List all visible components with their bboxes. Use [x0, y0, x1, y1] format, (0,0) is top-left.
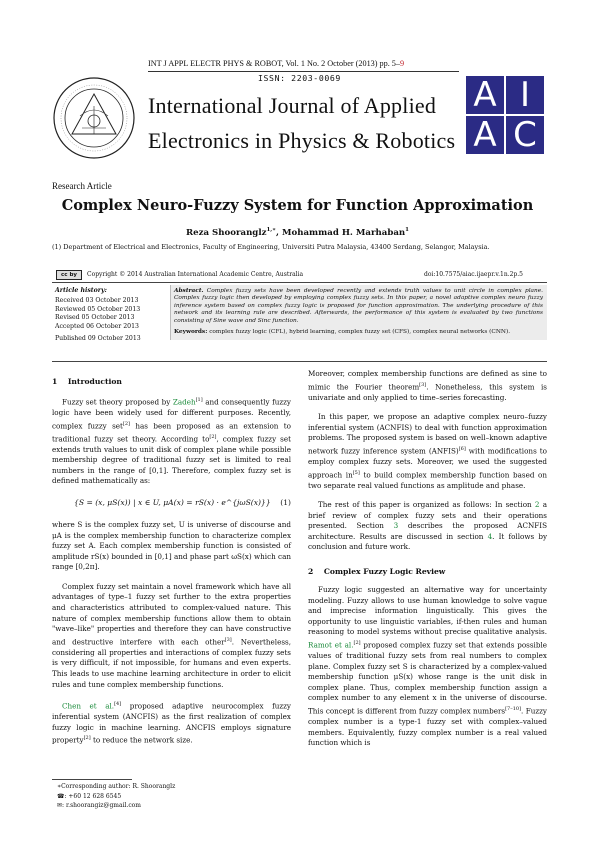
abstract	[174, 288, 543, 325]
author-line	[0, 227, 595, 238]
keywords-text: complex fuzzy logic (CFL), hybrid learning, complex fuzzy set (CFS), complex neural networks (CNN).	[209, 329, 511, 336]
history-reviewed: Reviewed 05 October 2013	[55, 305, 141, 313]
affiliation: (1) Department of Electrical and Electronics, Faculty of Engineering, Universiti Putra Malaysia, 43400 Serdang, Selangor, Malaysia.	[52, 243, 490, 251]
keywords-label: Keywords:	[174, 329, 208, 336]
section-4-link[interactable]: 4	[487, 531, 493, 541]
article-history	[55, 287, 165, 344]
doi-link[interactable]: doi:10.7575/aiac.ijaepr.v.1n.2p.5	[424, 271, 523, 278]
history-accepted: Accepted 06 October 2013	[55, 323, 139, 331]
right-paragraph-4	[308, 585, 547, 749]
header-rule	[148, 71, 459, 72]
history-received: Received 03 October 2013	[55, 296, 139, 304]
text: The rest of this paper is organized as follows: In section	[318, 500, 535, 510]
citation[interactable]: [5]	[352, 469, 360, 476]
footnote-rule	[52, 779, 132, 780]
text: . Nonetheless, this system is univariate and only applied to time–series forecasting.	[308, 381, 547, 402]
footnote-author: ∗Corresponding author: R. Shooranglz	[57, 783, 176, 790]
history-heading: Article history:	[55, 287, 107, 294]
section-2-heading: 2 Complex Fuzzy Logic Review	[308, 567, 446, 577]
citation[interactable]: [2]	[209, 433, 217, 440]
text: Fuzzy set theory proposed by	[62, 397, 173, 407]
zadeh-link[interactable]: Zadeh	[172, 397, 196, 407]
intro-paragraph-4	[52, 699, 291, 746]
doi-rule	[52, 282, 547, 283]
text: Fuzzy logic suggested an alternative way for uncertainty modeling. Fuzzy allows to use human knowledge to solve vague and imprecise information linguistically. This gives the opportunity to use linguistic variables, if-then rules and human reasoning to model systems without precise qualitative analysis.	[308, 585, 547, 637]
equation-body: {S = (x, μS(x)) | x ∈ U, μA(x) = rS(x) · e^{jωS(x)}}	[74, 497, 271, 507]
journal-title-line-1: International Journal of Applied	[148, 93, 437, 118]
copyright: Copyright © 2014 Australian International Academic Centre, Australia	[87, 271, 304, 278]
article-type: Research Article	[52, 181, 112, 191]
cc-license-badge[interactable]	[56, 270, 82, 280]
ramot-link[interactable]: Ramot et al.	[308, 640, 354, 650]
running-head-text: INT J APPL ELECTR PHYS & ROBOT, Vol. 1 No. 2 October (2013) pp. 5–	[148, 59, 400, 68]
history-published: Published 09 October 2013	[55, 334, 141, 342]
running-head-page-link[interactable]: 9	[400, 59, 405, 68]
citation[interactable]: [2]	[122, 420, 130, 427]
citation[interactable]: [3]	[419, 381, 427, 388]
text: to reduce the network size.	[90, 735, 193, 745]
abstract-text: Complex fuzzy sets have been developed recently and extends truth values to unit circle in complex plane. Complex fuzzy logic then developed by employing complex fuzzy sets. In this paper, a novel adaptive complex neuro fuzzy inference system based on complex fuzzy logic is proposed for function approximation. The underlying procedure of this network and its learning rule are described. Afterwards, the performance of this system is evaluated by two functions consisting of Sine wave and Sinc function.	[174, 288, 544, 324]
right-column	[308, 369, 547, 758]
text: , complex fuzzy set extends truth values to unit disk of complex plane while possible membership degree of traditional fuzzy set is limited to real numbers in the range of [0,1]. Therefore, complex fuzzy set is defined mathematically as:	[52, 433, 291, 486]
logo-letter-a2: A	[466, 116, 504, 154]
footnote-email[interactable]: ✉: r.shoorangiz@gmail.com	[57, 802, 141, 810]
citation[interactable]: [1]	[195, 397, 203, 403]
footnote	[57, 782, 175, 811]
text: proposed complex fuzzy set that extends possible values of traditional fuzzy sets from real numbers to complex plane. Complex fuzzy set S is characterized by a complex-valued membership function μS(x) whose range is the unit disk in complex plane. Thus, complex membership function assign a complex number to any element x in the universe of discourse. This concept is different from fuzzy complex numbers	[308, 640, 547, 716]
right-paragraph-1	[308, 369, 547, 403]
journal-title-line-2: Electronics in Physics & Robotics	[148, 128, 456, 153]
text: has been proposed as an extension to traditional fuzzy set theory. According to	[52, 420, 291, 443]
history-revised: Revised 05 October 2013	[55, 314, 135, 322]
text: proposed adaptive neurocomplex fuzzy inferential system (ANCFIS) as the first realization of complex fuzzy logic in machine learning. ANCFIS employs signature property	[52, 701, 291, 745]
equation-number: (1)	[280, 497, 291, 507]
keywords	[174, 329, 543, 337]
citation[interactable]: [6]	[458, 445, 466, 452]
logo-letter-i: I	[506, 76, 544, 114]
university-seal-logo	[52, 76, 136, 160]
right-paragraph-2	[308, 412, 547, 491]
author-1: Reza Shooranglz	[186, 227, 267, 238]
citation[interactable]: [4]	[114, 701, 122, 708]
text: . Nevertheless, considering all properties and interactions of complex fuzzy sets is very difficult, if not impossible, for humans and even experts. This leads to use machine learning architecture in order to elicit rules and tune complex membership functions.	[52, 637, 291, 689]
text: Complex fuzzy set maintain a novel framework which have all advantages of type–1 fuzzy set further to the extra properties and characteristics attributed to complex-valued nature. This nature of complex membership functions allow them to obtain "wave–like" properties and therefore they can have constructive and destructive interfere with each other	[52, 581, 291, 647]
citation[interactable]: [2]	[353, 640, 361, 647]
cc-license-label: cc by	[61, 272, 77, 278]
citation[interactable]: [7–10]	[505, 706, 522, 712]
author-2-sup: 1	[405, 227, 409, 233]
intro-paragraph-1	[52, 395, 291, 487]
intro-paragraph-2: where S is the complex fuzzy set, U is universe of discourse and μA is the complex membership function to characterize complex fuzzy set A. Each complex membership function is consisted of amplitude rS(x) bounded in [0,1] and phase part ωS(x) which can range [0,2π].	[52, 519, 291, 572]
left-column	[52, 371, 291, 755]
section-1-heading: 1 Introduction	[52, 377, 122, 386]
abstract-label: Abstract.	[174, 288, 204, 294]
section-2-link[interactable]: 2	[534, 500, 540, 510]
abstract-rule	[52, 361, 547, 362]
chen-link[interactable]: Chen et al.	[62, 701, 115, 711]
text: to build complex membership function based on two separate real valued functions as amplitude and phase.	[308, 469, 547, 490]
equation-1	[52, 494, 291, 514]
author-1-sup: 1,∗	[266, 227, 277, 233]
text: . Fuzzy complex number is a type-1 fuzzy set with complex–valued members. Equivalently, fuzzy complex number is a real valued function which is	[308, 706, 547, 748]
citation[interactable]: [3]	[224, 636, 232, 643]
text: with modifications to employ complex fuzzy sets. Moreover, we used the suggested approach in	[308, 446, 547, 479]
abstract-box	[170, 285, 547, 340]
footnote-phone: ☎: +60 12 628 6545	[57, 792, 122, 800]
text: a brief review of complex fuzzy sets and their operations presented. Section	[308, 500, 547, 531]
text: Moreover, complex membership functions are defined as sine to mimic the Fourier theorem	[308, 369, 547, 391]
citation[interactable]: [2]	[83, 735, 91, 742]
author-2: , Mohammad H. Marhaban	[276, 227, 406, 238]
text: In this paper, we propose an adaptive complex neuro–fuzzy inferential system (ACNFIS) to deal with function approximation problems. The proposed system is based on well–known adaptive network fuzzy inference system (ANFIS)	[308, 412, 547, 456]
text: and consequently fuzzy logic have been widely used for different purposes. Recently, complex fuzzy set	[52, 397, 291, 430]
intro-paragraph-3	[52, 582, 291, 690]
issn: ISSN: 2203-0069	[258, 73, 341, 83]
article-title: Complex Neuro-Fuzzy System for Function Approximation	[61, 197, 534, 214]
running-head	[148, 59, 404, 68]
logo-letter-c: C	[506, 116, 544, 154]
section-3-link[interactable]: 3	[393, 521, 399, 531]
logo-letter-a1: A	[466, 76, 504, 114]
text: describes the proposed ACNFIS architecture. Results are discussed in section	[308, 521, 547, 541]
right-paragraph-3	[308, 500, 547, 553]
text: . It follows by conclusion and future work.	[308, 531, 548, 552]
